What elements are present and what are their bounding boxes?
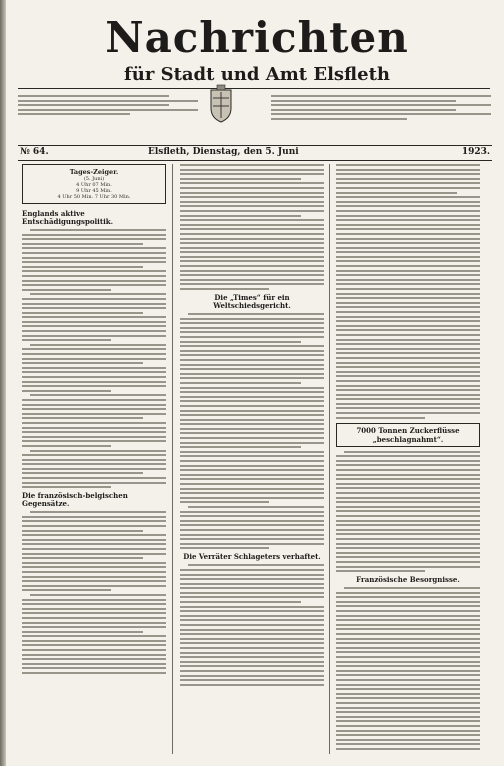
advertising-info	[271, 95, 491, 123]
article-body	[180, 564, 324, 685]
issue-year: 1923.	[461, 147, 490, 157]
box-title: Tages-Zeiger.	[69, 168, 119, 176]
column-2	[180, 164, 324, 752]
page-edge	[0, 0, 6, 766]
column-1	[22, 164, 166, 752]
masthead-title: Nachrichten	[105, 13, 409, 62]
issue-number: № 64.	[20, 147, 49, 157]
article-body	[336, 587, 480, 752]
article-body	[180, 164, 324, 290]
article-body	[22, 511, 166, 674]
column-divider	[329, 164, 330, 754]
article-headline: Französische Besorgnisse.	[356, 575, 460, 585]
article-body	[180, 313, 324, 549]
column-divider	[172, 164, 173, 754]
box-line: 9 Uhr 45 Min.	[76, 188, 112, 194]
box-line: 4 Uhr 50 Min. 7 Uhr 30 Min.	[57, 194, 131, 200]
dateline	[18, 145, 492, 161]
article-headline: Die französisch-belgischen Gegensätze.	[22, 491, 128, 509]
article-body	[336, 164, 480, 419]
article-headline: Die Verräter Schlageters verhaftet.	[183, 552, 321, 562]
article-headline: Die „Times“ für ein Weltschiedsgericht.	[213, 293, 291, 311]
issue-date: Elsfleth, Dienstag, den 5. Juni	[148, 147, 299, 157]
day-indicator-box	[22, 164, 166, 204]
publisher-info	[18, 95, 198, 118]
box-line: (5. Juni)	[83, 176, 105, 182]
highlight-headline-box: 7000 Tonnen Zuckerflüsse „beschlagnahmt“.	[336, 423, 480, 447]
article-headline: Englands aktive Entschädigungspolitik.	[22, 209, 114, 226]
column-3	[336, 164, 480, 752]
masthead-subtitle: für Stadt und Amt Elsfleth	[124, 64, 390, 85]
article-body	[22, 229, 166, 488]
masthead-rule	[18, 88, 490, 89]
coat-of-arms-icon	[207, 84, 235, 124]
article-body	[336, 451, 480, 572]
box-line: 4 Uhr 07 Min.	[76, 182, 112, 188]
